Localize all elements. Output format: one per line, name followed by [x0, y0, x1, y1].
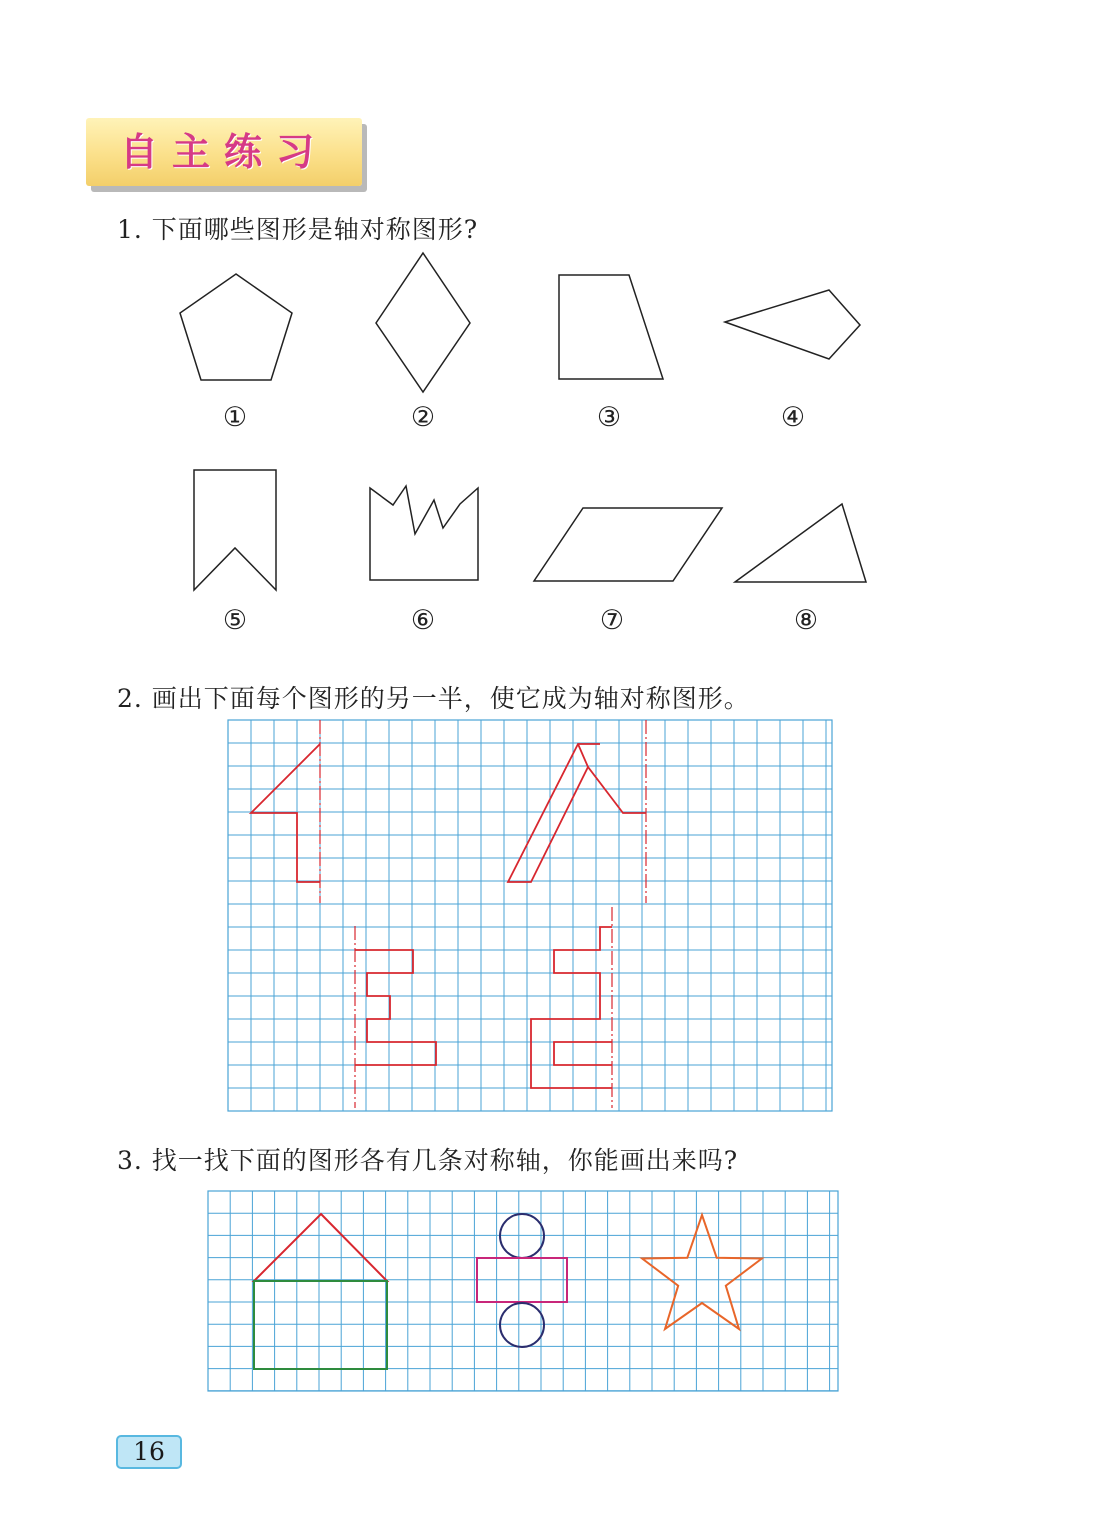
page-number: 16	[116, 1435, 182, 1469]
bottom-circle	[500, 1303, 544, 1347]
house-roof	[254, 1214, 387, 1281]
shape-label-8: ⑧	[793, 605, 819, 636]
shape-label-3: ③	[596, 402, 622, 433]
shape-label-7: ⑦	[599, 605, 625, 636]
star	[642, 1215, 762, 1329]
section-title: 自主练习	[119, 130, 328, 174]
question-1: 1. 下面哪些图形是轴对称图形?	[117, 215, 479, 244]
question-2: 2. 画出下面每个图形的另一半，使它成为轴对称图形。	[117, 684, 750, 713]
shape-label-1: ①	[222, 402, 248, 433]
house-body	[254, 1281, 387, 1369]
question-3: 3. 找一找下面的图形各有几条对称轴，你能画出来吗?	[117, 1146, 739, 1175]
q3-grid	[208, 1191, 838, 1391]
top-circle	[500, 1214, 544, 1258]
shape-label-4: ④	[780, 402, 806, 433]
shape-label-6: ⑥	[410, 605, 436, 636]
shape-label-2: ②	[410, 402, 436, 433]
shape-label-5: ⑤	[222, 605, 248, 636]
